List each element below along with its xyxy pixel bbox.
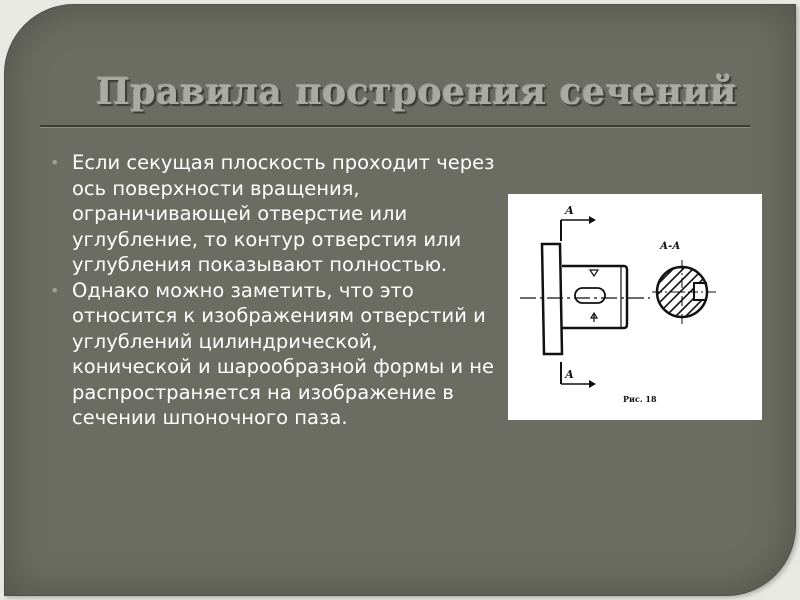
section-label: А-А — [660, 241, 681, 252]
slide-title: Правила построения сечений — [96, 71, 738, 113]
bullet-marker-icon: • — [50, 280, 60, 300]
label-a-top: А — [565, 204, 574, 217]
bullet-item — [50, 278, 500, 431]
figure-caption: Рис. 18 — [623, 394, 657, 404]
bullet-text: Если секущая плоскость проходит через ось поверхности вращения, ограничивающей отверстие или углубление, то контур отверстия или углубления показывают полностью. — [72, 151, 495, 276]
bullet-list — [50, 150, 500, 431]
section-drawing — [508, 194, 762, 420]
flange-outline — [542, 244, 562, 354]
bullet-text: Однако можно заметить, что это относится к изображениям отверстий и углублений цилиндрической, конической и шарообразной формы и не распространяется на изображение в сечении шпоночного паза. — [72, 278, 495, 429]
bullet-marker-icon: • — [50, 153, 60, 172]
bullet-item — [50, 150, 500, 278]
view-arrow-top-icon — [590, 270, 598, 276]
label-a-bottom: А — [565, 368, 574, 381]
keyway-slot — [575, 288, 605, 303]
technical-drawing-figure — [508, 194, 762, 420]
title-divider — [40, 125, 750, 128]
cutting-plane-top — [561, 216, 596, 241]
